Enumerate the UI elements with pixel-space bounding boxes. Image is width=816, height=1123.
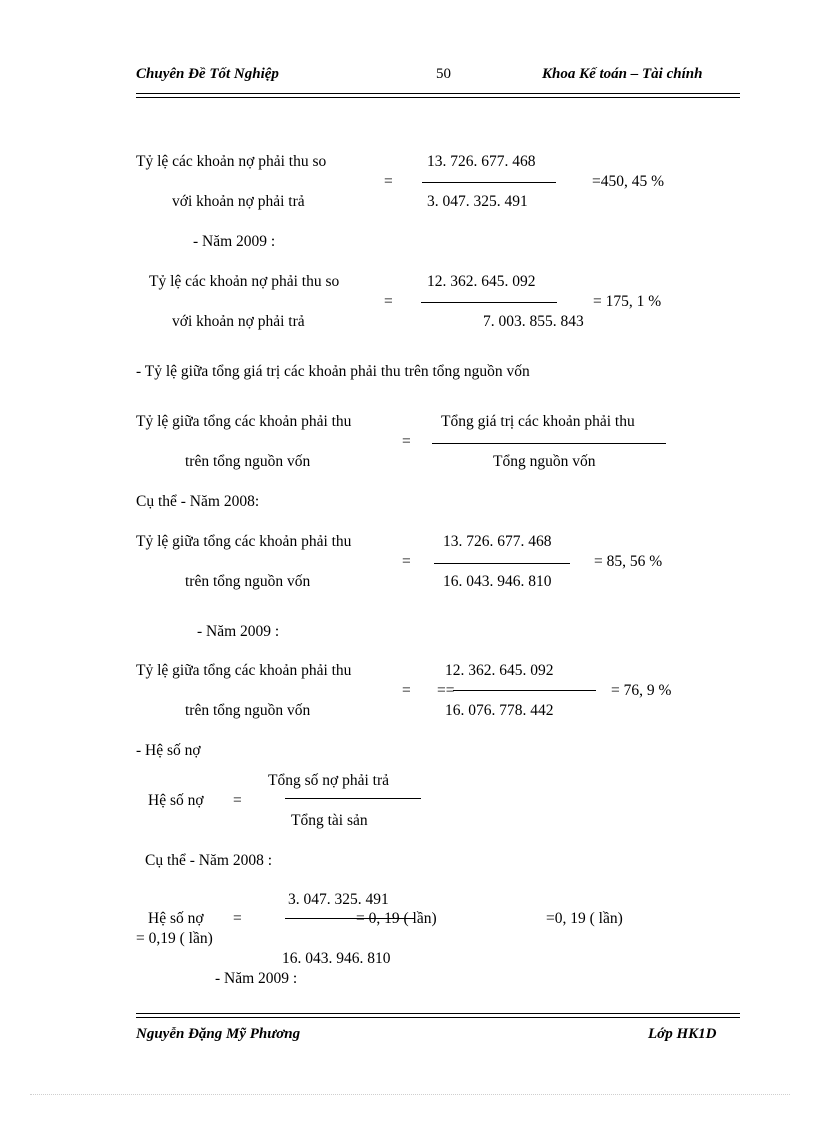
block2-denominator: 7. 003. 855. 843 <box>483 313 584 330</box>
formula-debt-label: Hệ số nợ <box>148 792 204 809</box>
block4-result: = 76, 9 % <box>611 682 672 699</box>
cu-the-2008-heading: Cụ thể - Năm 2008: <box>136 493 260 510</box>
block1-label-line2: với khoản nợ phải trả <box>172 193 305 210</box>
cu-the-2008-heading-b: Cụ thể - Năm 2008 : <box>145 852 272 869</box>
block2-fraction-bar <box>421 302 557 303</box>
formula-debt-fraction-bar <box>285 798 421 799</box>
footer-class: Lớp HK1D <box>648 1026 717 1042</box>
block4-label-line1: Tỷ lệ giữa tổng các khoản phải thu <box>136 662 352 679</box>
block4-equals-extra: == <box>437 682 455 699</box>
formula-ratio-equals: = <box>402 433 411 450</box>
block1-result: =450, 45 % <box>592 173 665 190</box>
formula-debt-denominator: Tổng tài sản <box>291 812 368 829</box>
footer-rule-bottom <box>136 1017 740 1018</box>
footer-rule-top <box>136 1013 740 1014</box>
formula-ratio-fraction-bar <box>432 443 666 444</box>
header-rule-bottom <box>136 97 740 98</box>
block2-equals: = <box>384 293 393 310</box>
block3-label-line1: Tỷ lệ giữa tổng các khoản phải thu <box>136 533 352 550</box>
page-number: 50 <box>436 66 451 82</box>
block4-equals: = <box>402 682 411 699</box>
header-left-title: Chuyên Đề Tốt Nghiệp <box>136 66 279 82</box>
block5-wrapped-line: = 0,19 ( lần) <box>136 930 213 947</box>
block1-label-line1: Tỷ lệ các khoản nợ phải thu so <box>136 153 327 170</box>
block5-equals: = <box>233 910 242 927</box>
block3-label-line2: trên tổng nguồn vốn <box>185 573 311 590</box>
block4-numerator: 12. 362. 645. 092 <box>445 662 554 679</box>
block3-denominator: 16. 043. 946. 810 <box>443 573 552 590</box>
block2-result: = 175, 1 % <box>593 293 662 310</box>
formula-ratio-label-line1: Tỷ lệ giữa tổng các khoản phải thu <box>136 413 352 430</box>
header-rule-top <box>136 93 740 94</box>
block1-fraction-bar <box>422 182 556 183</box>
block3-result: = 85, 56 % <box>594 553 663 570</box>
block3-fraction-bar <box>434 563 570 564</box>
block5-numerator: 3. 047. 325. 491 <box>288 891 389 908</box>
block2-label-line1: Tỷ lệ các khoản nợ phải thu so <box>149 273 340 290</box>
block2-label-line2: với khoản nợ phải trả <box>172 313 305 330</box>
block1-denominator: 3. 047. 325. 491 <box>427 193 528 210</box>
block3-equals: = <box>402 553 411 570</box>
page-edge-dotted-line <box>30 1094 790 1095</box>
formula-debt-equals: = <box>233 792 242 809</box>
formula-ratio-label-line2: trên tổng nguồn vốn <box>185 453 311 470</box>
block2-numerator: 12. 362. 645. 092 <box>427 273 536 290</box>
block1-equals: = <box>384 173 393 190</box>
block5-label: Hệ số nợ <box>148 910 204 927</box>
block1-numerator: 13. 726. 677. 468 <box>427 153 536 170</box>
footer-author: Nguyễn Đặng Mỹ Phương <box>136 1026 301 1042</box>
block5-overlap-text: = 0, 19 ( lần) <box>356 910 437 927</box>
header-right-title: Khoa Kế toán – Tài chính <box>542 66 703 82</box>
block4-denominator: 16. 076. 778. 442 <box>445 702 554 719</box>
block4-label-line2: trên tổng nguồn vốn <box>185 702 311 719</box>
section-ratio-heading: - Tỷ lệ giữa tổng giá trị các khoản phải thu trên tổng nguồn vốn <box>136 363 530 380</box>
formula-debt-numerator: Tổng số nợ phải trả <box>268 772 389 789</box>
year-2009-heading-a: - Năm 2009 : <box>193 233 276 250</box>
block3-numerator: 13. 726. 677. 468 <box>443 533 552 550</box>
year-2009-heading-b: - Năm 2009 : <box>197 623 280 640</box>
block5-result: =0, 19 ( lần) <box>546 910 623 927</box>
section-debt-heading: - Hệ số nợ <box>136 742 201 759</box>
formula-ratio-denominator: Tổng nguồn vốn <box>493 453 596 470</box>
block5-denominator: 16. 043. 946. 810 <box>282 950 391 967</box>
block4-fraction-bar <box>453 690 596 691</box>
formula-ratio-numerator: Tổng giá trị các khoản phải thu <box>441 413 635 430</box>
year-2009-heading-c: - Năm 2009 : <box>215 970 298 987</box>
